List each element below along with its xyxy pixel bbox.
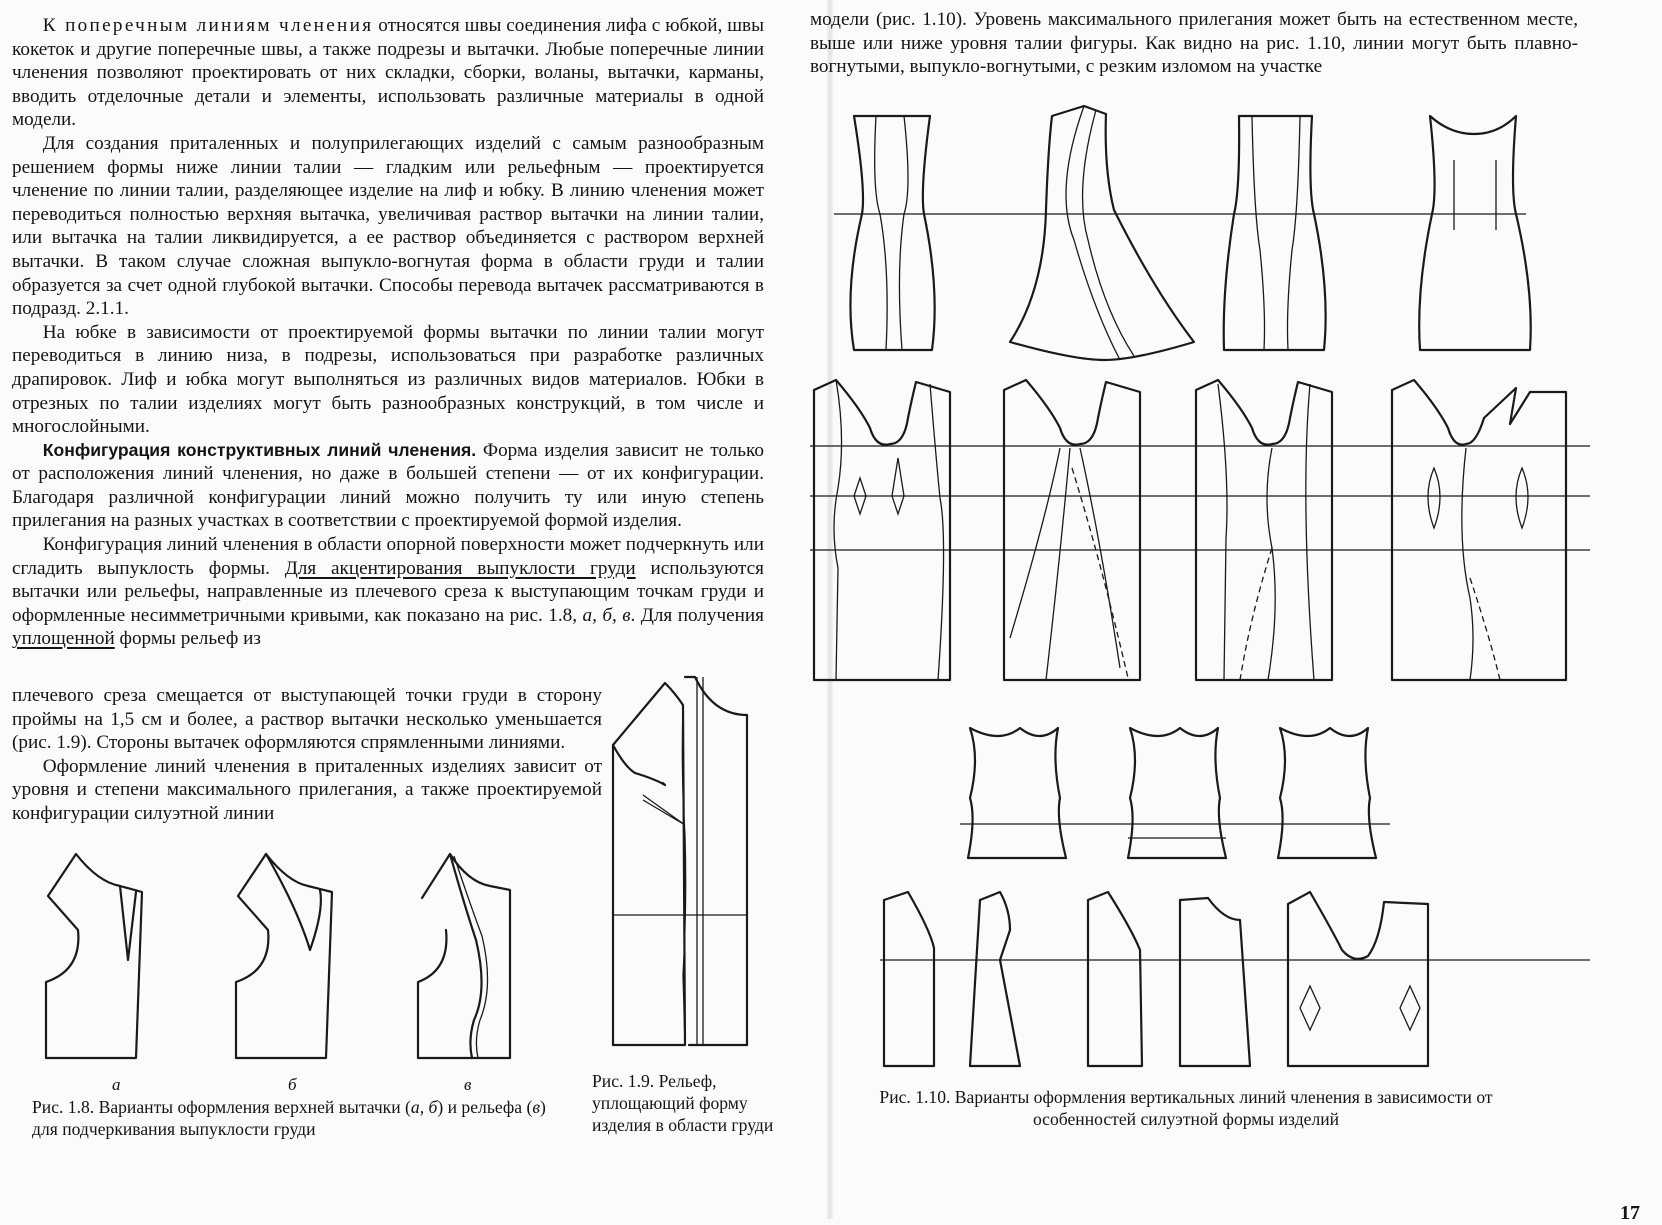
fig-1-8b-bodice-drawing — [228, 890, 408, 1105]
paragraph-6: плечевого среза смещается от выступающей точки груди в сторону проймы на 1,5 см и более, а раствор вытачки несколько уменьшается (рис. 1.9). Стороны вытачек оформляются спрямленными линиями. — [12, 685, 602, 754]
paragraph-5 — [12, 533, 764, 651]
paragraph-3: На юбке в зависимости от проектируемой формы вытачки по линии талии могут переводиться в линию низа, в подрезы, использоваться при разработке различных драпировок. Лиф и юбка могут выполняться из различных видов материалов. Юбки в отрезных по талии изделиях могут быть разнообразных конструкций, в том числе и многослойными. — [12, 321, 764, 438]
fig-1-8c-bodice-drawing — [406, 890, 606, 1105]
fig-1-10-row2-patterns — [810, 378, 1600, 708]
paragraph-5-part-c: . Для получения — [630, 604, 764, 626]
fig-1-9-caption: Рис. 1.9. Рельеф, уплощающий форму изделия в области груди — [592, 1071, 774, 1135]
page-number: 17 — [1620, 1202, 1640, 1224]
figure-letters: а, б, в — [582, 604, 631, 626]
fig-1-8-caption-pre: Рис. 1.8. Варианты оформления верхней вытачки ( — [32, 1097, 411, 1117]
left-page — [0, 0, 830, 1219]
paragraph-5-part-a: Конфигурация линий членения в области опорной поверхности может подчеркнуть или сгладить выпуклость формы. — [12, 534, 764, 579]
paragraph-1 — [12, 14, 764, 132]
term-heading: Конфигурация конструктивных линий членения. — [42, 439, 477, 460]
body-text-lower — [12, 684, 602, 826]
fig-1-8-caption-v: в — [532, 1097, 540, 1117]
fig-1-8-label-c: в — [464, 1075, 472, 1094]
paragraph-1-lead: К поперечным линиям членения — [42, 15, 374, 36]
underlined-phrase-2: уплощенной — [12, 628, 115, 650]
fig-1-8-label-a: а — [112, 1075, 121, 1094]
paragraph-4-rest: Форма изделия зависит не только от расположения линий членения, но даже в большей степени — от их конфигурации. Благодаря различной конфигурации линий можно получить ту или иную степень прилегания на разных участках в соответствии с проектируемой формой изделия. — [12, 439, 764, 532]
paragraph-2: Для создания приталенных и полуприлегающих изделий с самым разнообразным решением формы ниже линии талии — гладким или рельефным — проектируется членение по линии талии, разделяющее изделие на лиф и юбку. В линию членения может переводиться полностью верхняя вытачка, увеличивая раствор вытачки на линии талии, или вытачка на талии ликвидируется, а ее раствор объединяется с раствором верхней вытачки. В таком случае сложная выпукло-вогнутая форма в области груди и талии образуется за счет одной глубокой вытачки. Способы перевода вытачек рассматриваются в подразд. 2.1.1. — [12, 132, 764, 320]
paragraph-5-part-b: используются вытачки или рельефы, направленные из плечевого среза к выступающим точкам груди и оформленные несимметричными кривыми, как показано на рис. 1.8, — [12, 557, 765, 626]
top-text — [810, 8, 1578, 79]
fig-1-8a-bodice-drawing — [38, 890, 218, 1105]
fig-1-8-caption-mid: ) и рельефа ( — [437, 1097, 533, 1117]
fig-1-10-row4-pieces — [880, 890, 1600, 1080]
fig-1-10-row3-bodices — [960, 718, 1420, 878]
top-paragraph: модели (рис. 1.10). Уровень максимального прилегания может быть на естественном месте, выше или ниже уровня талии фигуры. Как видно на рис. 1.10, линии могут быть плавно-вогнутыми, выпукло-вогнутыми, с резким изломом на участке — [810, 9, 1578, 78]
fig-1-8-caption-post: ) для подчеркивания выпуклости груди — [32, 1097, 546, 1139]
fig-1-8-label-b: б — [288, 1075, 297, 1094]
body-text-upper — [12, 14, 764, 651]
fig-1-9-relief-drawing — [605, 675, 785, 1075]
paragraph-7: Оформление линий членения в приталенных изделиях зависит от уровня и степени максимального прилегания, а также проектируемой конфигурации силуэтной линии — [12, 755, 602, 824]
fig-1-10-row1-dresses — [834, 110, 1544, 370]
right-page — [810, 0, 1662, 1224]
paragraph-4 — [12, 439, 764, 533]
fig-1-10-caption: Рис. 1.10. Варианты оформления вертикальных линий членения в зависимости от особенностей силуэтной формы изделий — [879, 1087, 1493, 1129]
fig-1-8-caption-ab: а, б — [410, 1097, 438, 1117]
paragraph-5-part-d: формы рельеф из — [114, 628, 261, 650]
underlined-phrase-1: Для акцентирования выпуклости груди — [284, 557, 636, 579]
paragraph-1-rest: относятся швы соединения лифа с юбкой, швы кокеток и другие поперечные швы, а также подрезы и вытачки. Любые поперечные линии членения позволяют проектировать от них складки, сборки, воланы, вытачки, карманы, вводить отделочные детали и элементы, использовать различные материалы в одной модели. — [12, 15, 764, 131]
fig-1-8-caption — [32, 1096, 552, 1140]
